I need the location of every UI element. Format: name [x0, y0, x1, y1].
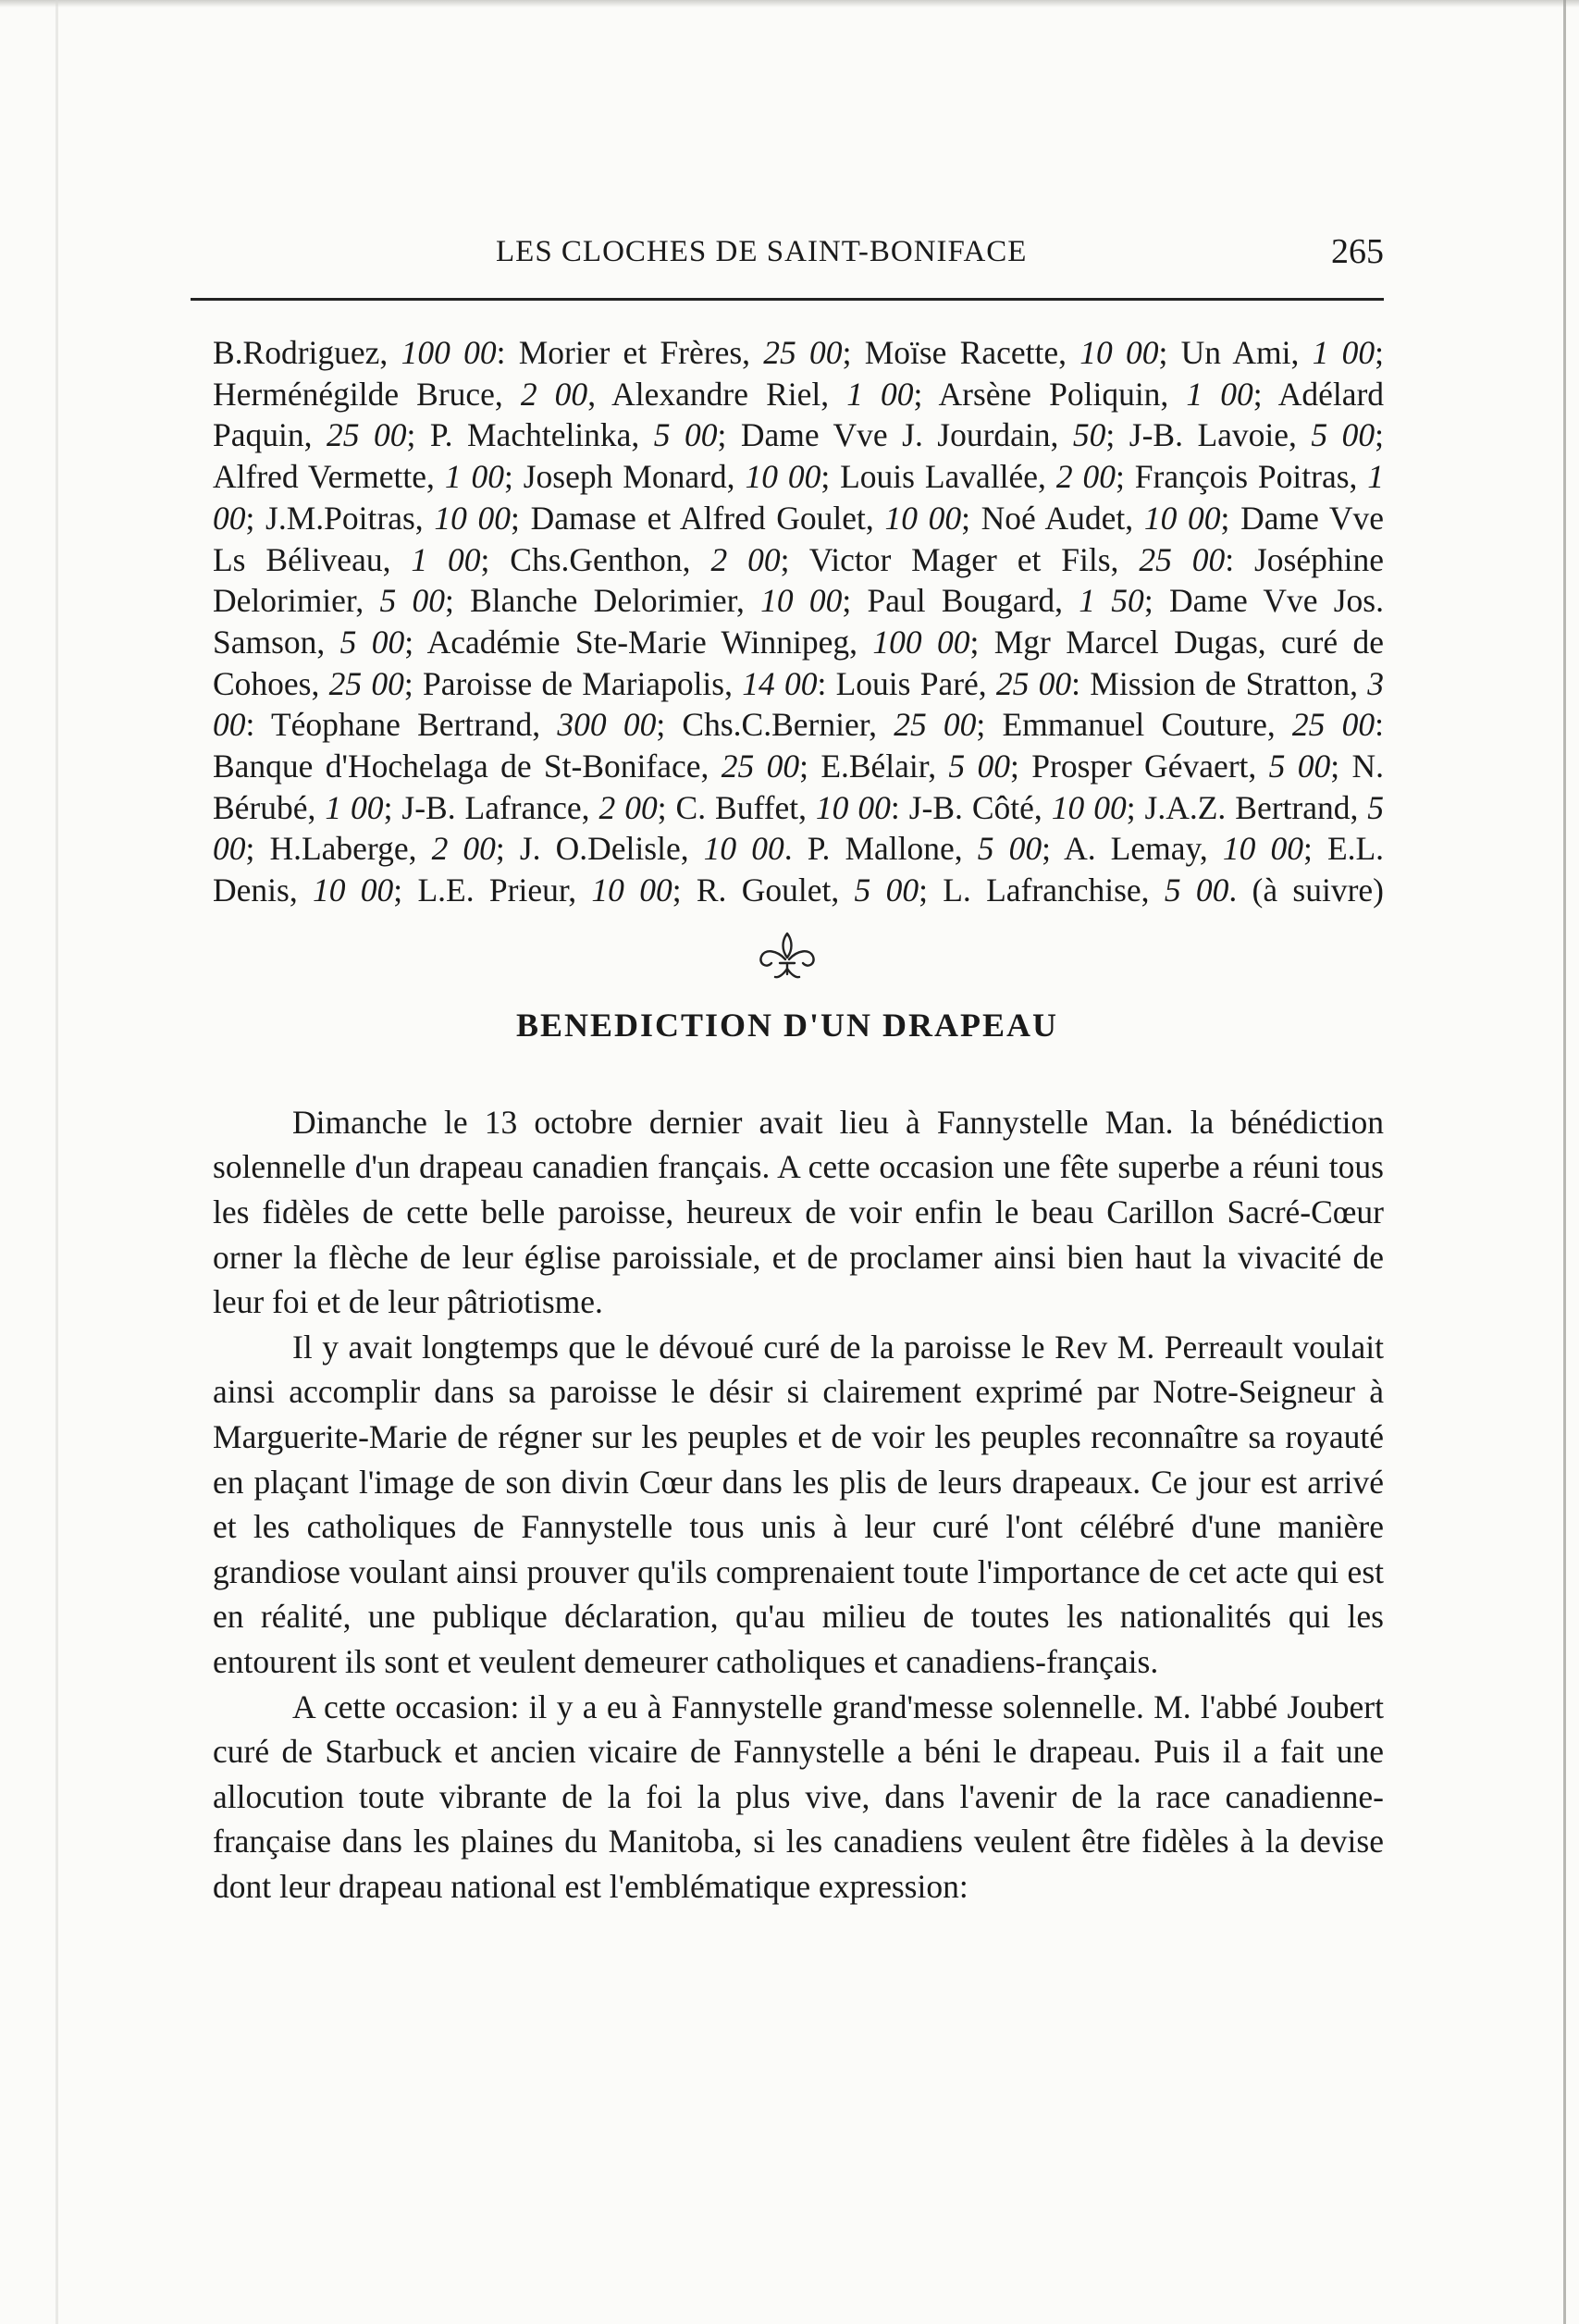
running-head-title: LES CLOCHES DE SAINT-BONIFACE [496, 235, 1028, 268]
donation-amount: 300 00 [557, 706, 657, 744]
donation-amount: 10 00 [884, 499, 962, 537]
entry-separator: : [496, 334, 519, 371]
donor-name: E.L. Denis, [213, 830, 1385, 909]
donor-name: H.Laberge, [269, 830, 432, 868]
donor-name: J.A.Z. Bertrand, [1144, 788, 1368, 826]
donation-amount: 1 00 [846, 375, 914, 413]
continuation-note: (à suivre) [1237, 872, 1384, 909]
entry-separator: ; [656, 706, 683, 744]
donor-name: Dame Vve J. Jourdain, [740, 416, 1073, 454]
entry-separator: ; [503, 458, 524, 496]
donor-name: N. Bérubé, [213, 748, 1384, 826]
running-head [191, 222, 1384, 278]
donation-amount: 25 00 [721, 748, 800, 785]
donor-name: J-B. Lavoie, [1129, 416, 1312, 454]
donation-amount: 5 00 [1164, 872, 1229, 909]
entry-separator: ; [913, 375, 939, 413]
donation-amount: 10 00 [1051, 788, 1127, 826]
entry-separator: ; [969, 623, 994, 661]
donor-name: J.M.Poitras, [265, 499, 435, 537]
donation-amount: 10 00 [313, 872, 394, 909]
donation-amount: 10 00 [703, 830, 784, 868]
entry-separator: ; [657, 788, 676, 826]
donation-amount: 25 00 [894, 706, 977, 744]
donation-amount: 5 00 [948, 748, 1011, 785]
donation-amount: 5 00 [1268, 748, 1331, 785]
page-number: 265 [1331, 232, 1384, 271]
donor-name: B.Rodriguez, [213, 334, 401, 371]
donor-name: C. Buffet, [675, 788, 816, 826]
donor-name: L.E. Prieur, [417, 872, 592, 909]
donor-name: Dame Vve Ls Béliveau, [213, 499, 1385, 578]
entry-separator: ; [1375, 334, 1384, 371]
donor-name: Morier et Frères, [518, 334, 764, 371]
donor-name: Un Ami, [1180, 334, 1313, 371]
donation-amount: 25 00 [995, 664, 1072, 702]
entry-separator: : [1071, 664, 1091, 702]
ornament [191, 930, 1384, 995]
donation-amount: 25 00 [1139, 540, 1226, 578]
entry-separator: ; [495, 830, 520, 868]
entry-separator: ; [245, 499, 266, 537]
entry-separator: ; [1105, 416, 1129, 454]
entry-separator: ; [511, 499, 531, 537]
entry-separator: ; [1158, 334, 1181, 371]
donation-amount: 1 00 [1312, 334, 1375, 371]
entry-separator: ; [1115, 458, 1135, 496]
donation-amount: 5 00 [339, 623, 405, 661]
donor-name: Joseph Monard, [523, 458, 746, 496]
donation-amount: 10 00 [434, 499, 512, 537]
donation-amount: 1 00 [1186, 375, 1253, 413]
entry-separator: ; [919, 872, 944, 909]
donor-name: Chs.Genthon, [510, 540, 711, 578]
scan-left-edge [56, 0, 58, 2324]
donor-name: J-B. Lafrance, [401, 788, 599, 826]
entry-separator: ; [245, 830, 270, 868]
donor-name: J-B. Côté, [908, 788, 1052, 826]
entry-separator: ; [1302, 830, 1327, 868]
donation-amount: 50 [1072, 416, 1106, 454]
scan-top-border [0, 0, 1579, 7]
donation-amount: 2 00 [1055, 458, 1116, 496]
entry-separator: ; [1126, 788, 1145, 826]
donor-name: Banque d'Hochelaga de St-Boniface, [213, 748, 722, 785]
donor-name: Noé Audet, [981, 499, 1144, 537]
donor-name: Prosper Gévaert, [1031, 748, 1269, 785]
donation-amount: 5 00 [854, 872, 919, 909]
donation-amount: 25 00 [763, 334, 843, 371]
donor-name: P. Machtelinka, [429, 416, 654, 454]
donation-amount: 5 00 [653, 416, 718, 454]
entry-separator: . [1228, 872, 1238, 909]
section-heading: BENEDICTION D'UN DRAPEAU [515, 1006, 1059, 1044]
donation-amount: 10 00 [591, 872, 672, 909]
fleur-de-lis-icon [755, 930, 820, 987]
donor-name: Herménégilde Bruce, [213, 375, 521, 413]
donor-name: Mgr Marcel Dugas, curé de Cohoes, [213, 623, 1384, 702]
donor-name: Chs.C.Bernier, [682, 706, 894, 744]
donor-name: Dame Vve Jos. Samson, [213, 582, 1384, 661]
entry-separator: ; [1252, 375, 1278, 413]
entry-separator: ; [403, 664, 423, 702]
donation-amount: 2 00 [598, 788, 658, 826]
donor-name: Paul Bougard, [867, 582, 1079, 620]
donor-name: E.Bélair, [820, 748, 949, 785]
donor-name: Paroisse de Mariapolis, [422, 664, 743, 702]
entry-separator: ; [1143, 582, 1169, 620]
donation-amount: 100 00 [401, 334, 497, 371]
entry-separator: . [783, 830, 808, 868]
donor-name: Louis Paré, [835, 664, 996, 702]
donation-amount: 1 00 [444, 458, 504, 496]
donation-amount: 25 00 [1291, 706, 1375, 744]
entry-separator: ; [480, 540, 511, 578]
entry-separator: ; [444, 582, 471, 620]
donor-name: Arsène Poliquin, [938, 375, 1187, 413]
donor-name: Alexandre Riel, [611, 375, 847, 413]
donation-amount: 5 00 [1311, 416, 1375, 454]
donation-amount: 10 00 [760, 582, 843, 620]
entry-separator: ; [672, 872, 697, 909]
donation-amount: 100 00 [872, 623, 970, 661]
entry-separator: ; [820, 458, 841, 496]
donation-amount: 2 00 [431, 830, 496, 868]
donation-amount: 5 00 [977, 830, 1042, 868]
entry-separator: : [245, 706, 271, 744]
header-rule [191, 298, 1384, 301]
body-paragraph-1: Dimanche le 13 octobre dernier avait lieu à Fannystelle Man. la bénédiction solennelle d'un drapeau canadien français. A cette occasion une fête superbe a réuni tous les fidèles de cette belle paroisse, heureux de voir enfin le beau Carillon Sacré-Cœur orner la flèche de leur église paroissiale, et de proclamer ainsi bien haut la vivacité de leur foi et de leur pâtriotisme. [213, 1103, 1384, 1321]
donor-name: Adélard Paquin, [213, 375, 1385, 454]
donation-amount: 3 00 [213, 664, 1384, 744]
donor-name: Louis Lavallée, [840, 458, 1056, 496]
donation-amount: 25 00 [326, 416, 407, 454]
entry-separator: ; [1220, 499, 1241, 537]
entry-separator: ; [1010, 748, 1032, 785]
donation-amount: 2 00 [520, 375, 588, 413]
scan-right-edge [1563, 0, 1566, 2324]
donation-amount: 1 00 [325, 788, 384, 826]
donor-name: Académie Ste-Marie Winnipeg, [426, 623, 873, 661]
entry-separator: ; [1042, 830, 1065, 868]
donor-name: R. Goulet, [696, 872, 855, 909]
donor-name: P. Mallone, [807, 830, 978, 868]
donation-amount: 5 00 [213, 788, 1385, 868]
donor-name: Moïse Racette, [864, 334, 1080, 371]
donation-amount: 1 00 [213, 458, 1385, 537]
donor-name: François Poitras, [1134, 458, 1368, 496]
donor-name: J. O.Delisle, [519, 830, 704, 868]
entry-separator: ; [961, 499, 981, 537]
donation-amount: 10 00 [745, 458, 821, 496]
donor-name: A. Lemay, [1064, 830, 1223, 868]
entry-separator: ; [406, 416, 430, 454]
entry-separator: : [890, 788, 909, 826]
donor-name: Emmanuel Couture, [1002, 706, 1292, 744]
entry-separator: ; [717, 416, 741, 454]
donation-amount: 2 00 [710, 540, 781, 578]
donation-amount: 5 00 [379, 582, 445, 620]
entry-separator: ; [799, 748, 821, 785]
entry-separator: , [587, 375, 612, 413]
donation-amount: 10 00 [1143, 499, 1221, 537]
donor-list [213, 332, 1384, 911]
book-page [191, 222, 1384, 1910]
entry-separator: : [817, 664, 836, 702]
body-paragraph-2: Il y avait longtemps que le dévoué curé de la paroisse le Rev M. Perreault voulait ainsi accomplir dans sa paroisse le désir si clairement exprimé par Notre-Seigneur à Marguerite-Marie de régner sur les peuples et de voir les peuples reconnaître sa royauté en plaçant l'image de son divin Cœur dans les plis de leurs drapeaux. Ce jour est arrivé et les catholiques de Fannystelle tous unis à leur curé l'ont célébré d'une manière grandiose voulant ainsi prouver qu'ils comprenaient toute l'importance de cet acte qui est en réalité, une publique déclaration, qu'au milieu de toutes les nationalités qui les entourent ils sont et veulent demeurer catholiques et canadiens-français. [213, 1328, 1384, 1680]
donor-name: L. Lafranchise, [943, 872, 1165, 909]
donation-amount: 10 00 [815, 788, 891, 826]
donor-name: Alfred Vermette, [213, 458, 445, 496]
entry-separator: ; [842, 334, 865, 371]
donor-name: Damase et Alfred Goulet, [530, 499, 885, 537]
body-paragraph-3: A cette occasion: il y a eu à Fannystelle grand'messe solennelle. M. l'abbé Joubert curé de Starbuck et ancien vicaire de Fannystelle a béni le drapeau. Puis il a fait une allocution toute vibrante de la foi la plus vive, dans l'avenir de la race canadienne-française dans les plaines du Manitoba, si les canadiens veulent être fidèles à la devise dont leur drapeau national est l'emblématique expression: [213, 1687, 1384, 1905]
donor-name: Mission de Stratton, [1090, 664, 1368, 702]
entry-separator: : [1375, 706, 1384, 744]
entry-separator: ; [1375, 416, 1384, 454]
entry-separator: ; [780, 540, 809, 578]
donor-name: Joséphine Delorimier, [213, 540, 1384, 620]
entry-separator: ; [393, 872, 418, 909]
donation-amount: 10 00 [1079, 334, 1159, 371]
donation-amount: 1 50 [1079, 582, 1144, 620]
entry-separator: ; [842, 582, 868, 620]
donation-amount: 1 00 [411, 540, 481, 578]
donor-name: Téophane Bertrand, [270, 706, 558, 744]
entry-separator: ; [1330, 748, 1352, 785]
entry-separator: : [1225, 540, 1254, 578]
donation-amount: 10 00 [1222, 830, 1303, 868]
donor-name: Blanche Delorimier, [470, 582, 761, 620]
donor-name: Victor Mager et Fils, [808, 540, 1140, 578]
entry-separator: ; [976, 706, 1003, 744]
donation-amount: 25 00 [328, 664, 404, 702]
entry-separator: ; [404, 623, 427, 661]
donation-amount: 14 00 [742, 664, 818, 702]
entry-separator: ; [383, 788, 402, 826]
